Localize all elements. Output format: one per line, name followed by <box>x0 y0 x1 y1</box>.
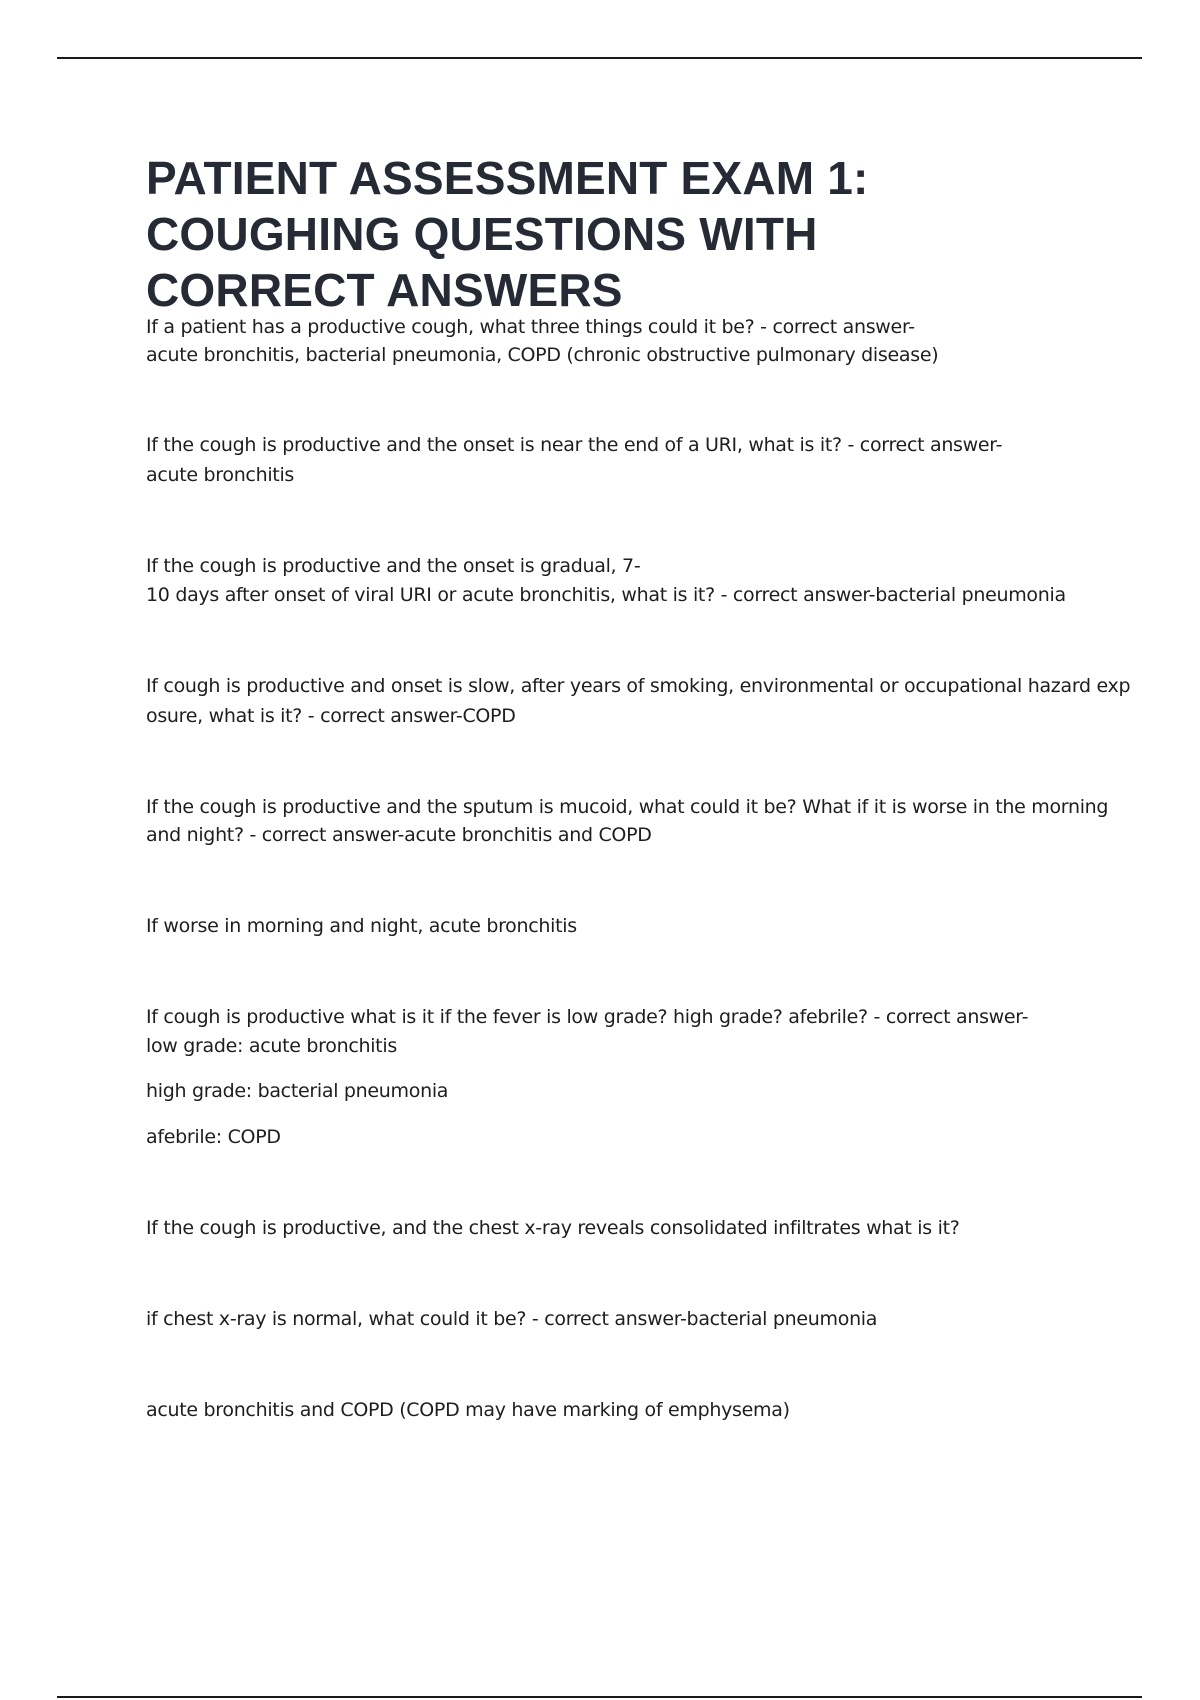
qa-line-15: afebrile: COPD <box>146 1126 281 1148</box>
qa-line-18: acute bronchitis and COPD (COPD may have marking of emphysema) <box>146 1399 790 1421</box>
title-line-2: COUGHING QUESTIONS WITH <box>146 208 818 260</box>
qa-line-9: If the cough is productive and the sputum is mucoid, what could it be? What if it is worse in the morning <box>146 796 1109 818</box>
qa-line-10: and night? - correct answer-acute bronchitis and COPD <box>146 824 652 846</box>
qa-line-4: acute bronchitis <box>146 464 295 486</box>
qa-line-17: if chest x-ray is normal, what could it be? - correct answer-bacterial pneumonia <box>146 1308 878 1330</box>
qa-line-14: high grade: bacterial pneumonia <box>146 1080 449 1102</box>
qa-line-11: If worse in morning and night, acute bronchitis <box>146 915 577 937</box>
qa-line-2: acute bronchitis, bacterial pneumonia, COPD (chronic obstructive pulmonary disease) <box>146 344 939 366</box>
qa-line-8: osure, what is it? - correct answer-COPD <box>146 705 516 727</box>
document-title <box>146 150 1046 318</box>
qa-line-1: If a patient has a productive cough, what three things could it be? - correct answer- <box>146 316 915 338</box>
bottom-rule <box>57 1696 1142 1698</box>
qa-line-5: If the cough is productive and the onset is gradual, 7- <box>146 555 641 577</box>
title-line-1: PATIENT ASSESSMENT EXAM 1: <box>146 152 869 204</box>
qa-line-3: If the cough is productive and the onset is near the end of a URI, what is it? - correct answer- <box>146 434 1003 456</box>
qa-line-13: low grade: acute bronchitis <box>146 1035 397 1057</box>
qa-line-7: If cough is productive and onset is slow, after years of smoking, environmental or occupational hazard exp <box>146 675 1131 697</box>
qa-line-6: 10 days after onset of viral URI or acute bronchitis, what is it? - correct answer-bacterial pneumonia <box>146 584 1066 606</box>
qa-line-12: If cough is productive what is it if the fever is low grade? high grade? afebrile? - correct answer- <box>146 1006 1029 1028</box>
title-line-3: CORRECT ANSWERS <box>146 264 623 316</box>
top-rule <box>57 57 1142 59</box>
qa-line-16: If the cough is productive, and the chest x-ray reveals consolidated infiltrates what is it? <box>146 1217 960 1239</box>
